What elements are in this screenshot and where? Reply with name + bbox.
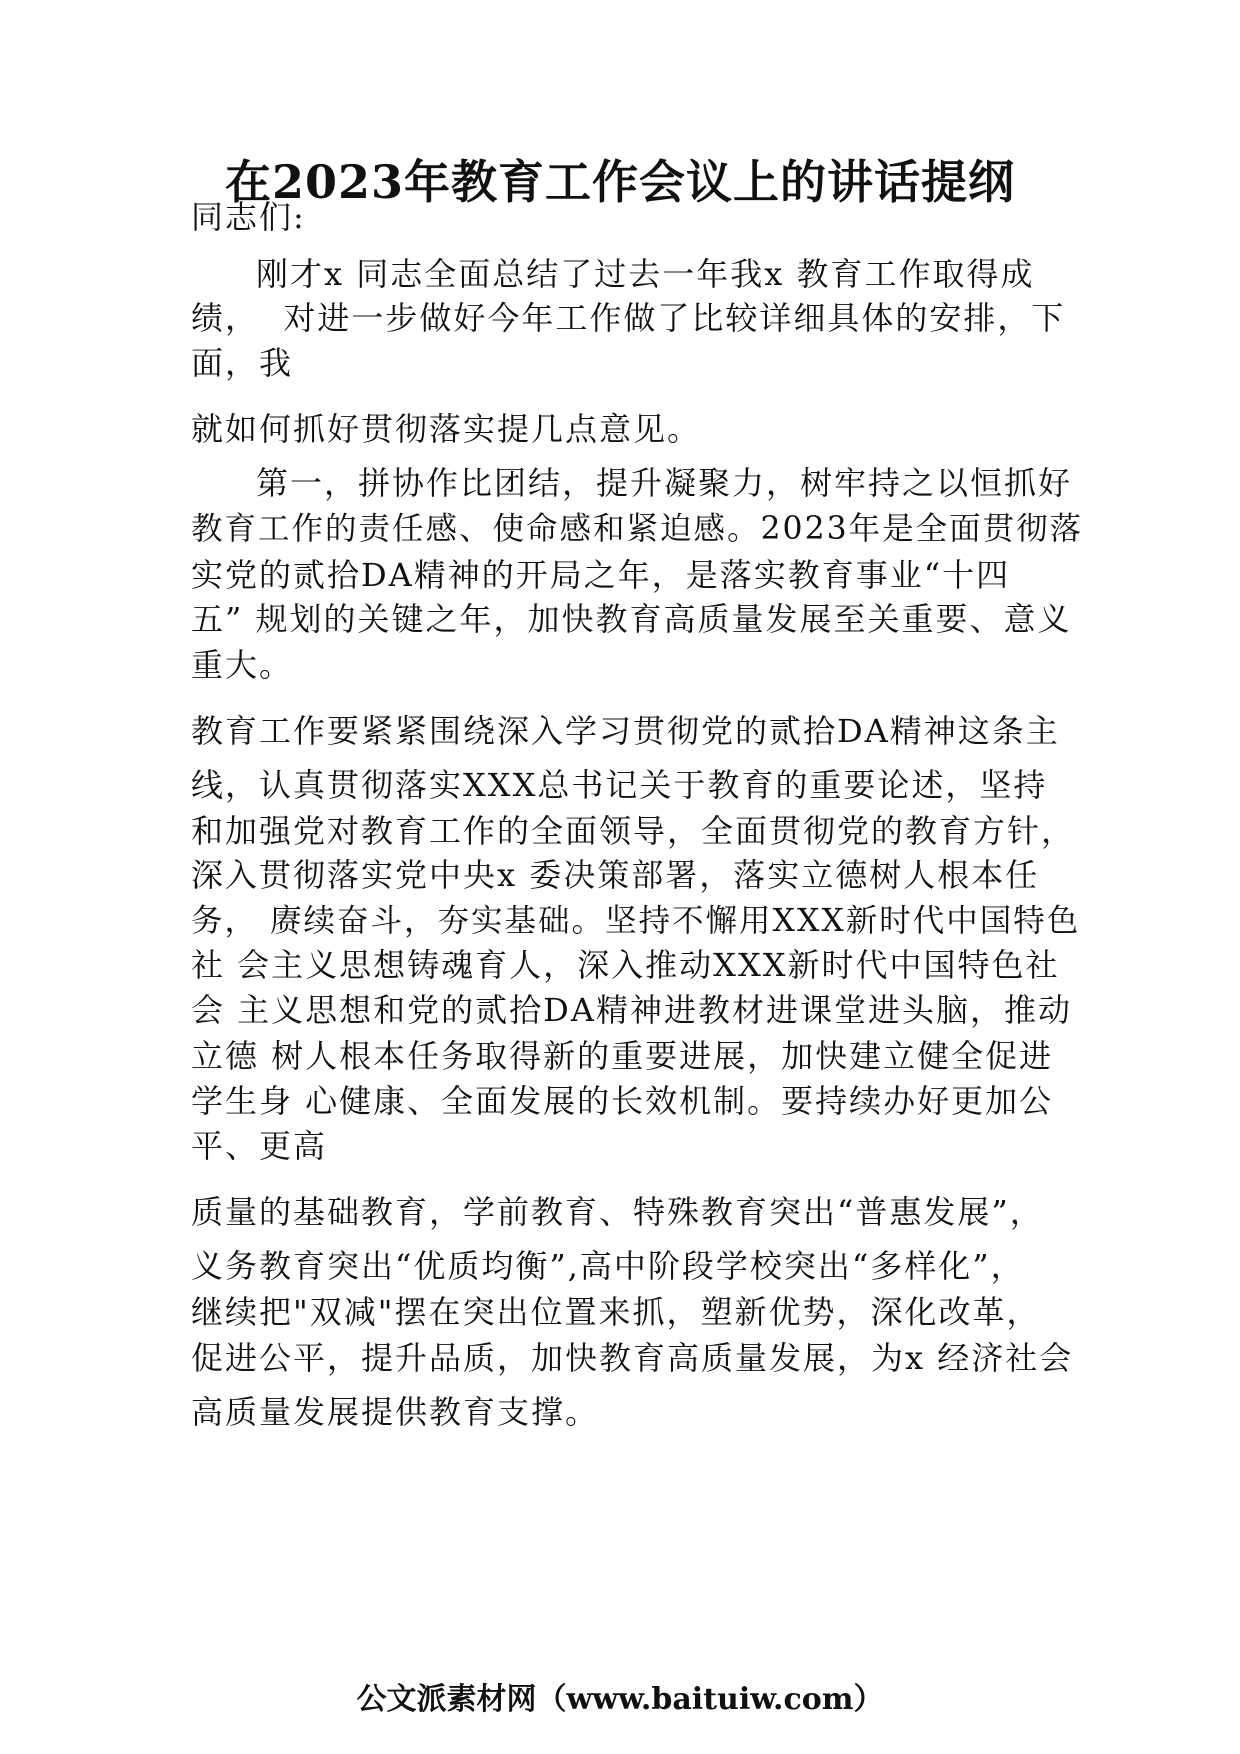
body-line: 务， 赓续奋斗，夯实基础。坚持不懈用XXX新时代中国特色: [191, 903, 1081, 939]
body-line: 深入贯彻落实党中央x 委决策部署，落实立德树人根本任: [191, 856, 1040, 894]
body-line: 质量的基础教育，学前教育、特殊教育突出“普惠发展”，: [191, 1193, 1044, 1231]
body-line: 平、更高: [191, 1127, 328, 1165]
body-line: 学生身 心健康、全面发展的长效机制。要持续办好更加公: [191, 1082, 1054, 1120]
document-title: 在2023年教育工作会议上的讲话提纲: [224, 155, 1016, 209]
body-line: 就如何抓好贯彻落实提几点意见。: [191, 410, 702, 448]
body-line: 五” 规划的关键之年，加快教育高质量发展至关重要、意义: [191, 600, 1072, 638]
body-line: 继续把"双减"摆在突出位置来抓，塑新优势，深化改革，: [191, 1293, 1041, 1331]
body-line: 面，我: [191, 344, 294, 382]
body-line: 会 主义思想和党的贰拾DA精神进教材进课堂进头脑，推动: [191, 991, 1072, 1029]
source-footer: 公文派素材网（www.baituiw.com）: [356, 1682, 884, 1717]
body-line: 绩， 对进一步做好今年工作做了比较详细具体的安排，下: [191, 299, 1066, 337]
body-line: 线，认真贯彻落实XXX总书记关于教育的重要论述，坚持: [191, 766, 1048, 804]
body-line: 义务教育突出“优质均衡”,高中阶段学校突出“多样化”，: [191, 1247, 1025, 1285]
body-line: 刚才x 同志全面总结了过去一年我x 教育工作取得成: [256, 255, 1035, 293]
body-line: 立德 树人根本任务取得新的重要进展，加快建立健全促进: [191, 1037, 1054, 1075]
body-line: 实党的贰拾DA精神的开局之年，是落实教育事业“十四: [191, 556, 1011, 594]
body-line: 高质量发展提供教育支撑。: [191, 1393, 600, 1431]
salutation-line: 同志们:: [191, 198, 306, 236]
body-line: 重大。: [191, 646, 294, 684]
body-line: 和加强党对教育工作的全面领导，全面贯彻党的教育方针，: [191, 812, 1076, 850]
body-line: 社 会主义思想铸魂育人，深入推动XXX新时代中国特色社: [191, 946, 1060, 984]
body-line: 第一，拼协作比团结，提升凝聚力，树牢持之以恒抓好: [256, 464, 1073, 502]
body-line: 教育工作的责任感、使命感和紧迫感。2023年是全面贯彻落: [191, 511, 1084, 547]
body-line: 促进公平，提升品质，加快教育高质量发展，为x 经济社会: [191, 1339, 1074, 1377]
body-line: 教育工作要紧紧围绕深入学习贯彻党的贰拾DA精神这条主: [191, 712, 1060, 750]
